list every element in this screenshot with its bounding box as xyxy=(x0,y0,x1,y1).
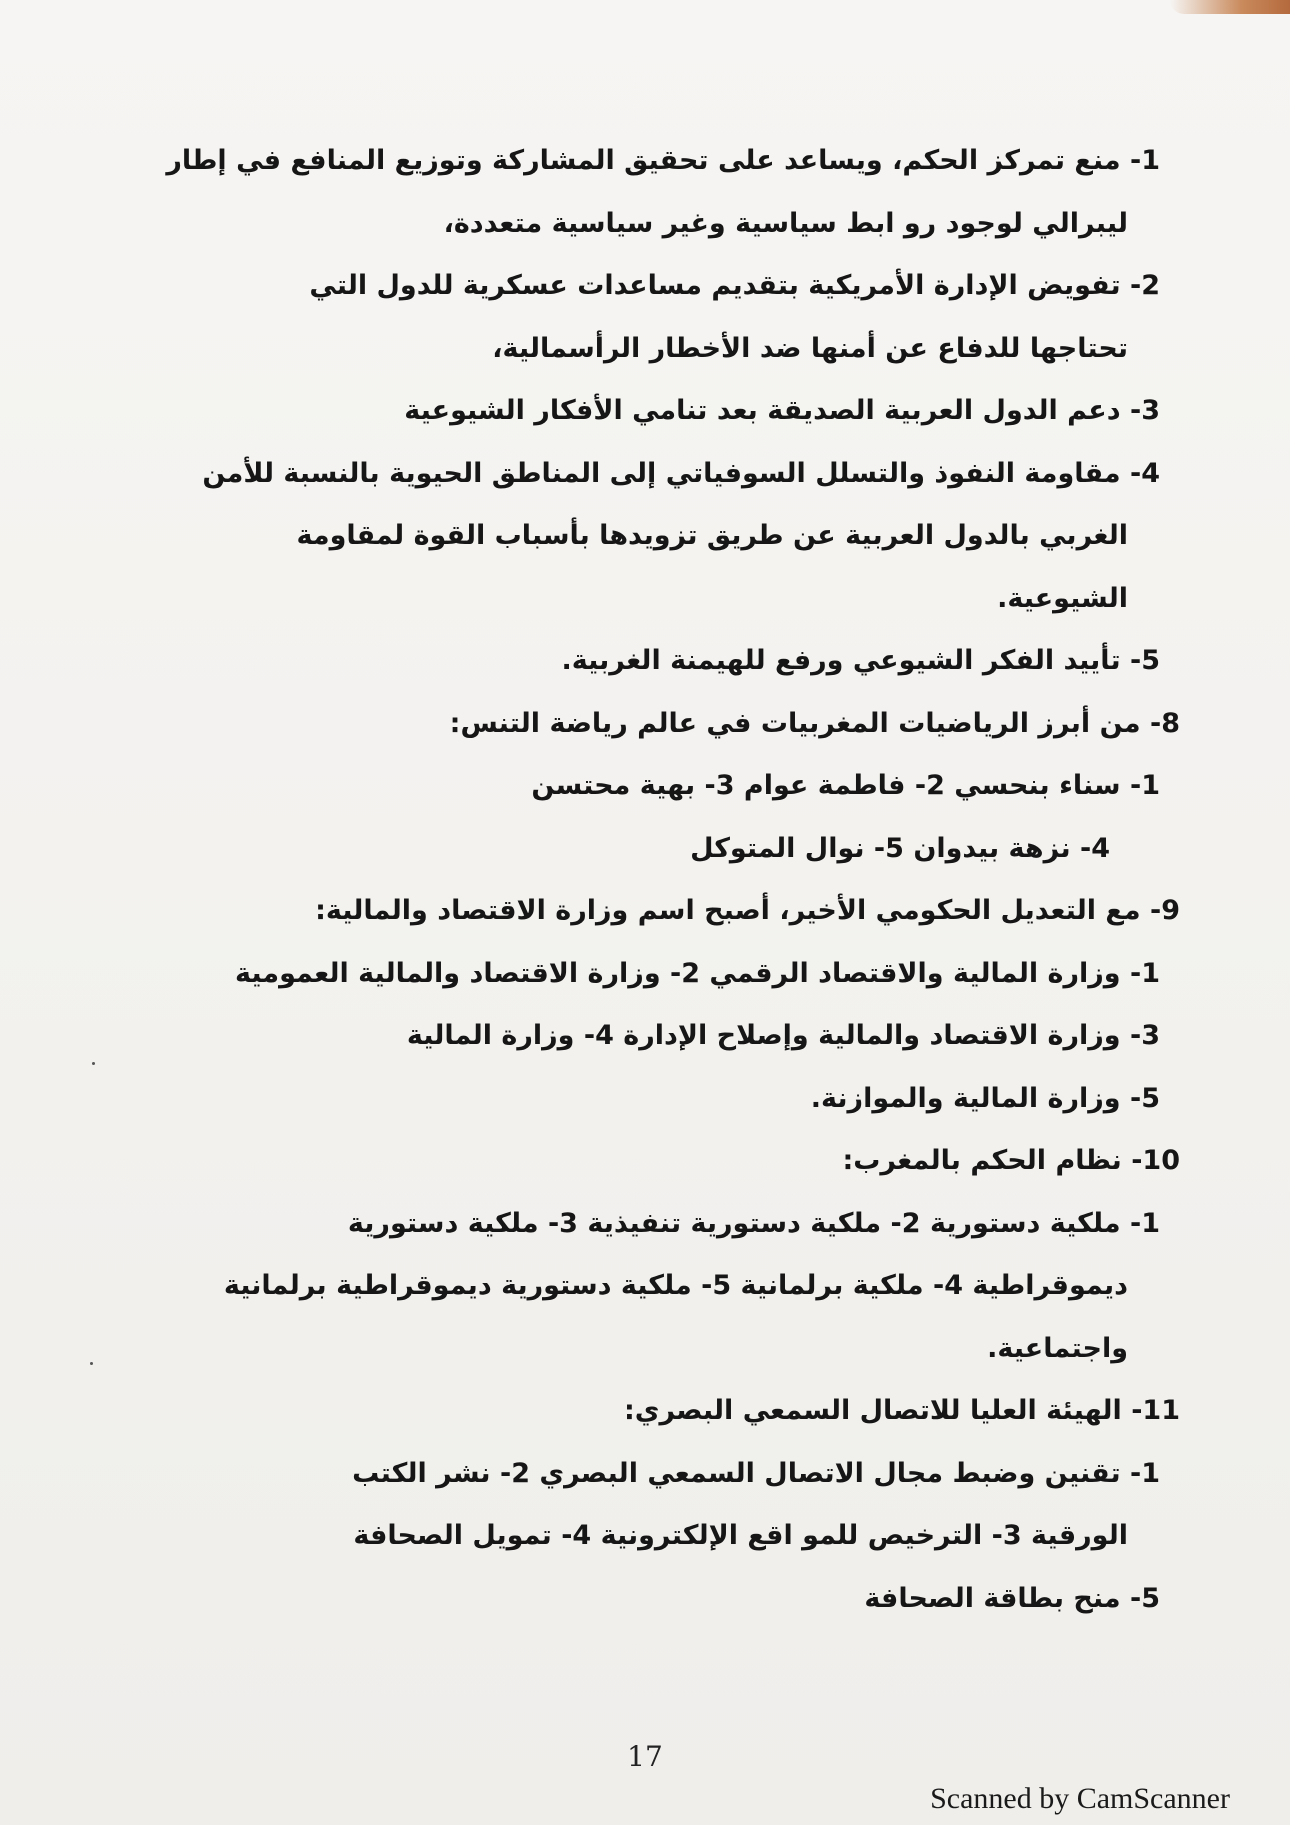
page-number: 17 xyxy=(627,1740,663,1773)
document-line: ديموقراطية 4- ملكية برلمانية 5- ملكية دستورية ديموقراطية برلمانية xyxy=(223,1270,1128,1301)
document-line: 5- وزارة المالية والموازنة. xyxy=(810,1082,1160,1114)
document-line: 1- ملكية دستورية 2- ملكية دستورية تنفيذية 3- ملكية دستورية xyxy=(347,1207,1160,1239)
document-line: 5- منح بطاقة الصحافة xyxy=(864,1582,1160,1614)
document-line: 1- منع تمركز الحكم، ويساعد على تحقيق المشاركة وتوزيع المنافع في إطار xyxy=(166,145,1160,176)
document-line: ليبرالي لوجود رو ابط سياسية وغير سياسية متعددة، xyxy=(443,207,1128,239)
document-line: تحتاجها للدفاع عن أمنها ضد الأخطار الرأسمالية، xyxy=(492,332,1128,364)
scanner-watermark: Scanned by CamScanner xyxy=(930,1782,1230,1815)
document-line: 1- تقنين وضبط مجال الاتصال السمعي البصري 2- نشر الكتب xyxy=(352,1457,1160,1489)
document-line: الورقية 3- الترخيص للمو اقع الإلكترونية 4- تمويل الصحافة xyxy=(353,1520,1128,1551)
document-body xyxy=(166,130,1180,1630)
document-line: 8- من أبرز الرياضيات المغربيات في عالم رياضة التنس: xyxy=(449,707,1180,739)
document-line: 4- مقاومة النفوذ والتسلل السوفياتي إلى المناطق الحيوية بالنسبة للأمن xyxy=(202,457,1160,489)
document-line: 5- تأييد الفكر الشيوعي ورفع للهيمنة الغربية. xyxy=(561,645,1160,676)
document-line: 1- وزارة المالية والاقتصاد الرقمي 2- وزارة الاقتصاد والمالية العمومية xyxy=(234,957,1160,989)
document-line: 4- نزهة بيدوان 5- نوال المتوكل xyxy=(690,832,1110,864)
scan-speck xyxy=(90,1362,93,1365)
document-line: 10- نظام الحكم بالمغرب: xyxy=(842,1145,1180,1176)
document-line: 11- الهيئة العليا للاتصال السمعي البصري: xyxy=(623,1395,1180,1426)
document-line: 3- دعم الدول العربية الصديقة بعد تنامي الأفكار الشيوعية xyxy=(404,395,1160,426)
document-line: 2- تفويض الإدارة الأمريكية بتقديم مساعدات عسكرية للدول التي xyxy=(309,270,1160,301)
document-line: واجتماعية. xyxy=(987,1332,1128,1364)
document-line: 9- مع التعديل الحكومي الأخير، أصبح اسم وزارة الاقتصاد والمالية: xyxy=(315,895,1180,926)
page-corner-mark xyxy=(1170,0,1290,14)
document-line: 3- وزارة الاقتصاد والمالية وإصلاح الإدارة 4- وزارة المالية xyxy=(406,1020,1160,1051)
scan-speck xyxy=(92,1062,95,1065)
document-line: الغربي بالدول العربية عن طريق تزويدها بأسباب القوة لمقاومة xyxy=(296,520,1128,551)
document-line: 1- سناء بنحسي 2- فاطمة عوام 3- بهية محتسن xyxy=(531,770,1160,801)
document-line: الشيوعية. xyxy=(997,582,1128,614)
